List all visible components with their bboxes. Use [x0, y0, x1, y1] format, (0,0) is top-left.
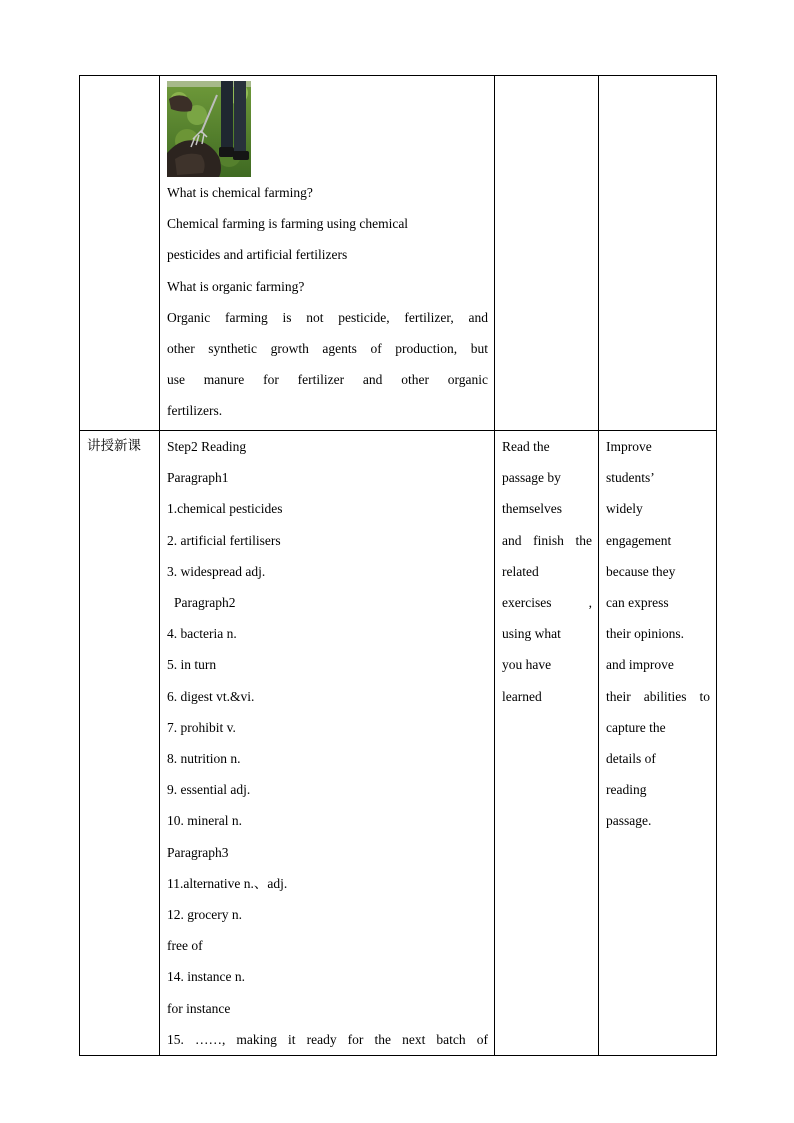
stage-cell	[80, 431, 160, 1056]
activity-line: Read the	[502, 439, 550, 454]
content-cell-reading	[160, 431, 495, 1056]
content-cell-intro	[160, 76, 495, 431]
activity-line: passage by	[502, 470, 561, 486]
student-activity-cell	[495, 431, 599, 1056]
list-item: 7. prohibit v.	[167, 719, 236, 735]
purpose-line: engagement	[606, 532, 672, 548]
list-item: 11.alternative n.、adj.	[167, 875, 288, 891]
list-item: 8. nutrition n.	[167, 751, 241, 767]
activity-line: you have	[502, 657, 552, 673]
lesson-plan-table	[79, 75, 717, 1056]
purpose-line: students’	[606, 470, 655, 486]
question-organic-farming: What is organic farming?	[167, 278, 305, 294]
list-item: free of	[167, 938, 203, 954]
student-activity-text	[495, 431, 598, 712]
answer-chemical-line-2: pesticides and artificial fertilizers	[167, 247, 348, 263]
stage-label: 讲授新课	[87, 438, 141, 454]
activity-line: themselves	[502, 501, 562, 517]
answer-organic-line-1: Organic farming is not pesticide, fertilizer, and	[167, 309, 488, 325]
purpose-line: details of	[606, 751, 656, 767]
activity-line: and finish the	[502, 532, 592, 548]
table-row-intro	[80, 76, 717, 431]
list-item: 9. essential adj.	[167, 782, 251, 798]
list-item: 1.chemical pesticides	[167, 501, 283, 517]
purpose-line: because they	[606, 563, 676, 579]
list-item: for instance	[167, 1000, 231, 1016]
purpose-line: passage.	[606, 813, 652, 829]
question-chemical-farming: What is chemical farming?	[167, 185, 313, 200]
purpose-line: and improve	[606, 657, 674, 673]
purpose-line: can express	[606, 595, 669, 611]
stage-cell-empty	[80, 76, 160, 431]
list-item: 10. mineral n.	[167, 813, 242, 829]
list-item: 12. grocery n.	[167, 907, 242, 923]
list-item: Paragraph2	[174, 595, 236, 611]
list-item: Paragraph3	[167, 844, 229, 860]
purpose-line: their abilities to	[606, 688, 710, 704]
answer-organic-line-2: other synthetic growth agents of production, but	[167, 341, 488, 357]
activity-line: exercises ,	[502, 595, 592, 611]
activity-line: related	[502, 563, 539, 579]
purpose-line: reading	[606, 782, 647, 798]
farmer-with-pitchfork-photo	[167, 81, 251, 177]
purpose-line: Improve	[606, 439, 652, 454]
purpose-line: their opinions.	[606, 626, 684, 642]
list-item: 4. bacteria n.	[167, 626, 237, 642]
purpose-cell-empty	[599, 76, 717, 431]
purpose-cell	[599, 431, 717, 1056]
purpose-line: capture the	[606, 719, 666, 735]
answer-organic-line-4: fertilizers.	[167, 403, 223, 419]
list-item: 2. artificial fertilisers	[167, 532, 281, 548]
list-item: Paragraph1	[167, 470, 229, 486]
list-item: 5. in turn	[167, 657, 217, 673]
list-item: 3. widespread adj.	[167, 563, 266, 579]
purpose-line: widely	[606, 501, 643, 517]
purpose-text	[599, 431, 716, 837]
list-item: Step2 Reading	[167, 439, 247, 454]
list-item: 14. instance n.	[167, 969, 245, 985]
intro-text-block	[160, 177, 494, 427]
activity-line: learned	[502, 688, 542, 704]
activity-line: using what	[502, 626, 561, 642]
reading-vocab-list	[160, 431, 494, 1055]
list-item: 6. digest vt.&vi.	[167, 688, 255, 704]
answer-organic-line-3: use manure for fertilizer and other organic	[167, 372, 488, 388]
student-activity-cell-empty	[495, 76, 599, 431]
answer-chemical-line-1: Chemical farming is farming using chemical	[167, 216, 409, 232]
list-item: 15. ……, making it ready for the next batch of	[167, 1031, 488, 1047]
table-row-new-lesson	[80, 431, 717, 1056]
